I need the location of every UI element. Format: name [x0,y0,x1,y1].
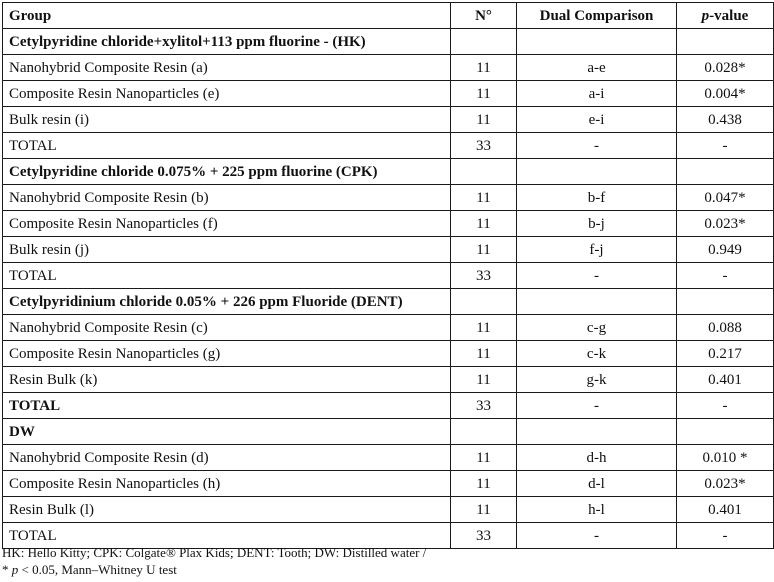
row-label: Resin Bulk (l) [3,497,451,523]
row-label: TOTAL [3,133,451,159]
row-p-value: - [677,523,774,549]
row-comparison: b-j [517,211,677,237]
row-n: 11 [451,55,517,81]
row-label: Nanohybrid Composite Resin (c) [3,315,451,341]
row-comparison: g-k [517,367,677,393]
footnote-significance [2,561,426,578]
row-n: 11 [451,107,517,133]
row-comparison: - [517,393,677,419]
group-row-cpk [3,159,774,185]
row-p-value: 0.949 [677,237,774,263]
header-p-rest: -value [709,7,749,24]
footnote-abbreviations: HK: Hello Kitty; CPK: Colgate® Plax Kids; DENT: Tooth; DW: Distilled water / [2,545,427,560]
row-label: Bulk resin (j) [3,237,451,263]
row-label: TOTAL [3,523,451,549]
row-comparison: e-i [517,107,677,133]
group-row-dent [3,289,774,315]
table-footnote [2,544,426,578]
row-p-value: 0.023* [677,211,774,237]
row-label: Resin Bulk (k) [3,367,451,393]
row-label: Bulk resin (i) [3,107,451,133]
row-p-value: - [677,133,774,159]
header-n: N° [451,3,517,29]
row-p-value: 0.028* [677,55,774,81]
row-p-value: 0.010 * [677,445,774,471]
footnote-p-italic: p [11,562,19,577]
row-label: Nanohybrid Composite Resin (b) [3,185,451,211]
group-title: Cetylpyridine chloride+xylitol+113 ppm fluorine - (HK) [3,29,451,55]
row-n: 11 [451,471,517,497]
group-title: Cetylpyridinium chloride 0.05% + 226 ppm Fluoride (DENT) [3,289,451,315]
row-p-value: 0.004* [677,81,774,107]
row-n: 11 [451,341,517,367]
table-row [3,445,774,471]
row-comparison: a-e [517,55,677,81]
row-label: TOTAL [3,393,451,419]
row-comparison: d-h [517,445,677,471]
header-group: Group [3,3,451,29]
row-label: Composite Resin Nanoparticles (e) [3,81,451,107]
row-p-value: 0.217 [677,341,774,367]
row-p-value: 0.047* [677,185,774,211]
table-row [3,185,774,211]
row-n: 11 [451,211,517,237]
footnote-test: < 0.05, Mann–Whitney U test [18,562,177,577]
table-row [3,341,774,367]
table-row [3,81,774,107]
row-label: Nanohybrid Composite Resin (a) [3,55,451,81]
row-comparison: d-l [517,471,677,497]
table-row [3,55,774,81]
group-title: DW [3,419,451,445]
row-p-value: 0.401 [677,497,774,523]
total-row [3,393,774,419]
row-n: 11 [451,367,517,393]
row-n: 11 [451,81,517,107]
row-n: 11 [451,185,517,211]
row-n: 33 [451,523,517,549]
group-title: Cetylpyridine chloride 0.075% + 225 ppm fluorine (CPK) [3,159,451,185]
row-p-value: 0.438 [677,107,774,133]
row-comparison: b-f [517,185,677,211]
row-n: 11 [451,445,517,471]
row-comparison: h-l [517,497,677,523]
row-n: 33 [451,263,517,289]
row-label: TOTAL [3,263,451,289]
row-label: Composite Resin Nanoparticles (h) [3,471,451,497]
row-comparison: - [517,263,677,289]
table-row [3,497,774,523]
table-row [3,367,774,393]
table-row [3,471,774,497]
table-row [3,237,774,263]
header-row [3,3,774,29]
row-label: Composite Resin Nanoparticles (f) [3,211,451,237]
row-p-value: - [677,393,774,419]
row-p-value: 0.401 [677,367,774,393]
row-p-value: 0.023* [677,471,774,497]
row-n: 11 [451,497,517,523]
row-comparison: f-j [517,237,677,263]
row-comparison: c-g [517,315,677,341]
results-table [2,2,774,549]
header-p-value [677,3,774,29]
row-label: Composite Resin Nanoparticles (g) [3,341,451,367]
table-row [3,107,774,133]
row-comparison: a-i [517,81,677,107]
row-p-value: - [677,263,774,289]
header-p-italic: p [701,7,710,24]
row-comparison: - [517,523,677,549]
row-n: 11 [451,237,517,263]
row-n: 11 [451,315,517,341]
group-row-hk [3,29,774,55]
table-row [3,315,774,341]
row-p-value: 0.088 [677,315,774,341]
footnote-star: * [2,562,12,577]
header-comparison: Dual Comparison [517,3,677,29]
row-label: Nanohybrid Composite Resin (d) [3,445,451,471]
group-row-dw [3,419,774,445]
table-row [3,211,774,237]
row-comparison: - [517,133,677,159]
total-row [3,133,774,159]
total-row [3,263,774,289]
row-comparison: c-k [517,341,677,367]
row-n: 33 [451,133,517,159]
row-n: 33 [451,393,517,419]
